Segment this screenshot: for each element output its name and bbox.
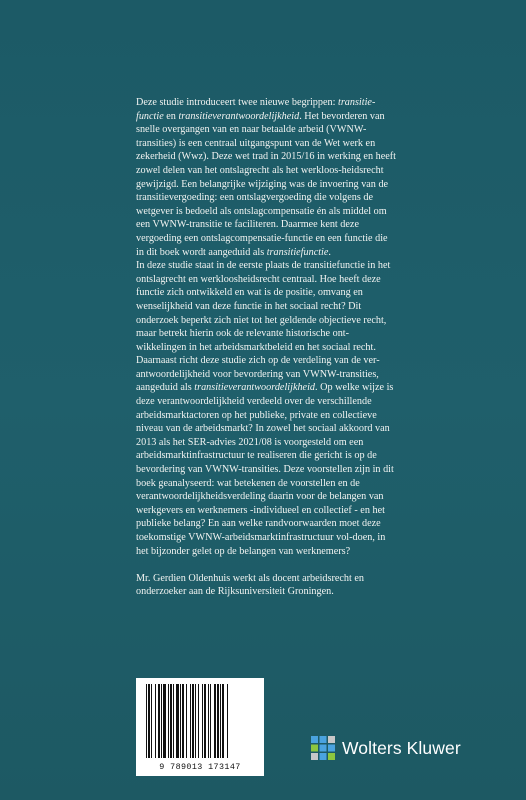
paragraph1-run: transitie-functie	[136, 97, 376, 122]
intro-paragraph	[136, 96, 398, 259]
barcode-bar	[217, 684, 219, 758]
barcode-bar	[168, 684, 169, 758]
barcode-bar	[148, 684, 150, 758]
publisher-logo	[310, 734, 461, 762]
barcode-bar	[176, 684, 179, 758]
paragraph1-run: .	[328, 246, 331, 258]
barcode-bar	[192, 684, 194, 758]
barcode-bar	[180, 684, 181, 758]
barcode-bar	[151, 684, 152, 758]
publisher-name: Wolters Kluwer	[342, 737, 461, 758]
barcode-bar	[195, 684, 196, 758]
paragraph2-run: transitieverantwoordelijkheid	[194, 382, 316, 394]
isbn-barcode	[136, 678, 264, 776]
barcode-bar	[182, 684, 184, 758]
barcode-bar	[161, 684, 162, 758]
paragraph1-run: transitieverantwoordelijkheid	[178, 110, 300, 122]
barcode-bar	[173, 684, 174, 758]
paragraph2-run: In deze studie staat in de eerste plaats de transitiefunctie in het ontslagrecht en werkloosheidsrecht centraal. Hoe heeft deze functie zich ontwikkeld en wat is de positie, omvang en wenselijkheid van deze functie in het sociaal recht? Dit onderzoek beperkt zich niet tot het geldende objectieve recht, maar betrekt hierin ook de relevante historische ont-wikkelingen in het arbeidsmarktbeleid en het sociaal recht. Daarnaast richt deze studie zich op de verdeling van de ver-antwoordelijkheid voor bevordering van VWNW-transities, aangeduid als	[136, 260, 391, 394]
wolters-kluwer-logo-icon	[310, 735, 336, 761]
barcode-bar	[158, 684, 160, 758]
barcode-bar	[146, 684, 147, 758]
barcode-bars	[145, 684, 255, 758]
barcode-bar	[214, 684, 216, 758]
barcode-bar	[170, 684, 172, 758]
barcode-bar	[155, 684, 156, 758]
barcode-bar	[210, 684, 211, 758]
barcode-bar	[163, 684, 166, 758]
barcode-bar	[198, 684, 199, 758]
paragraph1-run: Deze studie introduceert twee nieuwe begrippen:	[136, 97, 338, 108]
research-paragraph	[136, 259, 398, 558]
paragraph1-run: . Het bevorderen van snelle overgangen van en naar betaalde arbeid (VWNW-transities) is een centraal uitgangspunt van de Wet werk en zekerheid (Wwz). Deze wet trad in 2015/16 in werking en heeft zowel delen van het ontslagrecht als het werkloos-heidsrecht gewijzigd. Een belangrijke wijziging was de invoering van de transitievergoeding: een ontslagvergoeding die volgens de wetgever is bedoeld als ontslagcompensatie én als middel om een VWNW-transitie te faciliteren. Daarmee kent deze vergoeding een ontslagcompensatie-functie en een functie die in dit boek wordt aangeduid als	[136, 110, 396, 258]
barcode-bar	[204, 684, 206, 758]
paragraph1-run: transitiefunctie	[266, 246, 329, 258]
barcode-bar	[186, 684, 187, 758]
back-cover-text	[136, 96, 398, 599]
paragraph2-run: . Op welke wijze is deze verantwoordelijkheid verdeeld over de verschillende arbeidsmarktactoren op het publieke, private en collectieve niveau van de arbeidsmarkt? In zowel het sociaal akkoord van 2013 als het SER-advies 2021/08 is voorgesteld om een arbeidsmarktinfrastructuur te realiseren die gericht is op de bevordering van VWNW-transities. Deze voorstellen zijn in dit boek geanalyseerd: wat betekenen de voorstellen en de verantwoordelijkheidsverdeling daarin voor de belangen van werkgevers en werknemers -individueel en collectief - en het publieke belang? En aan welke randvoorwaarden moet deze toekomstige VWNW-arbeidsmarktinfrastructuur vol-doen, in het bijzonder gelet op de belangen van werknemers?	[136, 382, 394, 557]
barcode-bar	[190, 684, 191, 758]
barcode-bar	[227, 684, 228, 758]
author-bio: Mr. Gerdien Oldenhuis werkt als docent arbeidsrecht en onderzoeker aan de Rijksuniversiteit Groningen.	[136, 572, 365, 598]
barcode-bar	[220, 684, 221, 758]
isbn-number: 9 789013 173147	[159, 762, 241, 772]
paragraph1-run: en	[163, 110, 179, 122]
barcode-bar	[222, 684, 224, 758]
barcode-bar	[208, 684, 209, 758]
barcode-bar	[202, 684, 203, 758]
